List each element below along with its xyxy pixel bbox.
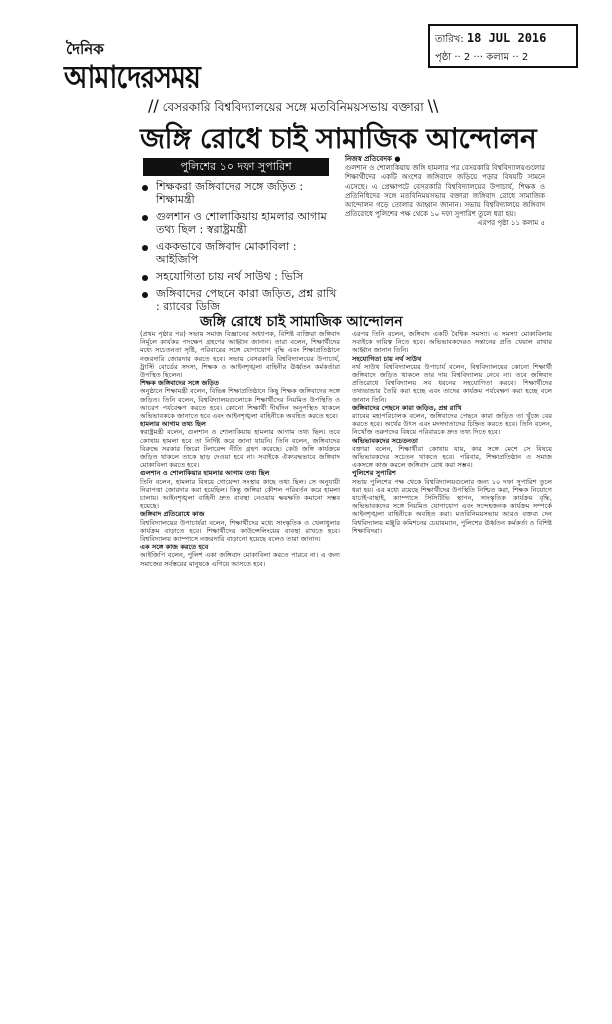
highlight-bar: পুলিশের ১০ দফা সুপারিশ [143, 158, 329, 176]
column-paragraph: এরপর তিনি বলেন, জঙ্গিবাদ একটি বৈশ্বিক সমস্যা। এ সমস্যা মোকাবিলায় সবাইকে দায়িত্ব নিতে হবে। অভিভাবকদেরও সন্তানের প্রতি খেয়াল রাখার আহ্বান জানান তিনি। [352, 330, 552, 355]
stamp-date-row: তারিখ: 18 JUL 2016 [435, 31, 547, 45]
bullet-text: এককভাবে জঙ্গিবাদ মোকাবিলা : আইজিপি [156, 240, 297, 266]
column-subheading: পুলিশের সুপারিশ [352, 469, 396, 478]
column-paragraph: (প্রথম পৃষ্ঠার পর) সভায় সমাজ বিজ্ঞানের অধ্যাপক, বিশিষ্ট ব্যক্তিরা জঙ্গিবাদ নির্মূলে কার্যকর পদক্ষেপ গ্রহণের আহ্বান জানান। তারা বলেন, শিক্ষার্থীদের মধ্যে সচেতনতা সৃষ্টি, পরিবারের সঙ্গে যোগাযোগ বৃদ্ধি এবং শিক্ষাপ্রতিষ্ঠানে নজরদারি জোরদার করতে হবে। সভায় বেসরকারি বিশ্ববিদ্যালয়ের উপাচার্য, ট্রাস্টি বোর্ডের সদস্য, শিক্ষক ও আইনশৃঙ্খলা বাহিনীর ঊর্ধ্বতন কর্মকর্তারা উপস্থিত ছিলেন। [140, 330, 340, 380]
bullet-text: জঙ্গিবাদের পেছনে কারা জড়িত, প্রশ্ন রাখি : র‌্যাবের ডিজি [156, 287, 337, 313]
column-paragraph: স্বরাষ্ট্রমন্ত্রী বলেন, গুলশান ও শোলাকিয়ায় হামলার আগাম তথ্য ছিল। তবে কোথায় হামলা হবে তা নির্দিষ্ট করে জানা যায়নি। তিনি বলেন, জঙ্গিবাদের বিরুদ্ধে সরকার জিরো টলারেন্স নীতি গ্রহণ করেছে। কেউ জঙ্গি কার্যক্রমে জড়িত থাকলে তাকে ছাড় দেওয়া হবে না। সবাইকে ঐক্যবদ্ধভাবে জঙ্গিবাদ মোকাবিলা করতে হবে। [140, 428, 340, 470]
section-headline: জঙ্গি রোধে চাই সামাজিক আন্দোলন [200, 314, 403, 330]
column-paragraph: নর্থ সাউথ বিশ্ববিদ্যালয়ের উপাচার্য বলেন, বিশ্ববিদ্যালয়ের কোনো শিক্ষার্থী জঙ্গিবাদে জড়িত থাকলে তার দায় বিশ্ববিদ্যালয় নেবে না। তবে জঙ্গিবাদ প্রতিরোধে বিশ্ববিদ্যালয় সব ধরনের সহযোগিতা করবে। শিক্ষার্থীদের তথ্যভান্ডার তৈরি করা হচ্ছে এবং তাদের কার্যক্রম পর্যবেক্ষণ করা হচ্ছে বলে জানান তিনি। [352, 362, 552, 404]
column-paragraph: আইজিপি বলেন, পুলিশ একা জঙ্গিবাদ মোকাবিলা করতে পারবে না। এ জন্য সমাজের সর্বস্তরের মানুষকে এগিয়ে আসতে হবে। [140, 551, 340, 568]
stamp-page-value: 2 [463, 52, 471, 63]
masthead-prefix: দৈনিক [66, 40, 104, 58]
bullet-item [142, 210, 342, 236]
backslash-decoration-icon: \\ [427, 96, 439, 115]
article-headline: জঙ্গি রোধে চাই সামাজিক আন্দোলন [140, 122, 537, 155]
bullet-item [142, 240, 342, 266]
column-subheading: শিক্ষক জঙ্গিবাদের সঙ্গে জড়িত [140, 379, 219, 388]
stamp-date-label: তারিখ [435, 34, 461, 45]
stamp-page-row: পৃষ্ঠা ·· 2 ··· কলাম ·· 2 [435, 52, 529, 63]
continuation-note: এরপর পৃষ্ঠা ১১ কলাম ৫ [477, 219, 545, 228]
lead-paragraph [345, 155, 545, 229]
column-paragraph: সভায় পুলিশের পক্ষ থেকে বিশ্ববিদ্যালয়গুলোর জন্য ১০ দফা সুপারিশ তুলে ধরা হয়। এর মধ্যে রয়েছে শিক্ষার্থীদের উপস্থিতি নিশ্চিত করা, শিক্ষক নিয়োগে যাচাই-বাছাই, ক্যাম্পাসে সিসিটিভি স্থাপন, সাংস্কৃতিক কার্যক্রম বৃদ্ধি, অভিভাবকদের সঙ্গে নিয়মিত যোগাযোগ এবং সন্দেহজনক কার্যক্রম সম্পর্কে আইনশৃঙ্খলা বাহিনীকে অবহিত করা। মতবিনিময়সভায় আরও বক্তব্য দেন বিশ্ববিদ্যালয় মঞ্জুরি কমিশনের চেয়ারম্যান, পুলিশের ঊর্ধ্বতন কর্মকর্তা ও বিশিষ্ট শিক্ষাবিদরা। [352, 477, 552, 535]
body-column-2 [352, 330, 552, 895]
bullet-icon [142, 185, 148, 191]
column-subheading: অভিভাবকদের সচেতনতা [352, 436, 418, 445]
column-paragraph: র‌্যাবের মহাপরিচালক বলেন, জঙ্গিবাদের পেছনে কারা জড়িত তা খুঁজে বের করতে হবে। অর্থের উৎস এবং মদদদাতাদের চিহ্নিত করতে হবে। তিনি বলেন, নিখোঁজ তরুণদের বিষয়ে পরিবারকে দ্রুত তথ্য দিতে হবে। [352, 412, 552, 437]
column-paragraph: বক্তারা বলেন, শিক্ষার্থীরা কোথায় যায়, কার সঙ্গে মেশে সে বিষয়ে অভিভাবকদের সচেতন থাকতে হবে। পরিবার, শিক্ষাপ্রতিষ্ঠান ও সমাজ একসঙ্গে কাজ করলে জঙ্গিবাদ রোধ করা সম্ভব। [352, 444, 552, 470]
kicker-text: বেসরকারি বিশ্ববিদ্যালয়ের সঙ্গে মতবিনিময়সভায় বক্তারা [162, 100, 424, 114]
column-subheading: জঙ্গিবাদের পেছনে কারা জড়িত, প্রশ্ন রাখি [352, 403, 462, 412]
bullet-icon [142, 215, 148, 221]
column-paragraph: অনুষ্ঠানে শিক্ষামন্ত্রী বলেন, বিভিন্ন শিক্ষাপ্রতিষ্ঠানে কিছু শিক্ষক জঙ্গিবাদের সঙ্গে জড়িত। তিনি বলেন, বিশ্ববিদ্যালয়গুলোকে শিক্ষার্থীদের নিয়মিত উপস্থিতি ও আচরণ পর্যবেক্ষণ করতে হবে। কোনো শিক্ষার্থী দীর্ঘদিন অনুপস্থিত থাকলে অভিভাবককে জানাতে হবে এবং আইনশৃঙ্খলা বাহিনীকে অবহিত করতে হবে। [140, 387, 340, 421]
stamp-date-value: 18 JUL 2016 [466, 31, 547, 45]
column-subheading: হামলার আগাম তথ্য ছিল [140, 420, 206, 429]
bullet-text: সহযোগিতা চায় নর্থ সাউথ : ভিসি [156, 270, 304, 283]
bullet-icon [142, 292, 148, 298]
lead-text: গুলশান ও শোলাকিয়ায় জঙ্গি হামলার পর বেসরকারি বিশ্ববিদ্যালয়গুলোর শিক্ষার্থীদের একটি অংশের জঙ্গিবাদে জড়িয়ে পড়ার বিষয়টি সামনে এসেছে। এ প্রেক্ষাপটে বেসরকারি বিশ্ববিদ্যালয়ের উপাচার্য, শিক্ষক ও প্রতিনিধিদের সঙ্গে মতবিনিময়সভায় বক্তারা জঙ্গিবাদ রোধে সামাজিক আন্দোলন গড়ে তোলার আহ্বান জানান। সভায় বিশ্ববিদ্যালয়ে জঙ্গিবাদ প্রতিরোধে পুলিশের পক্ষ থেকে ১০ দফা সুপারিশ তুলে ধরা হয়। [345, 164, 545, 219]
date-stamp [428, 24, 578, 68]
stamp-page-label: পৃষ্ঠা [435, 52, 452, 63]
stamp-column-value: 2 [521, 52, 529, 63]
masthead-logo: আমাদেরসময় [64, 59, 200, 96]
bullet-text: শিক্ষকরা জঙ্গিবাদের সঙ্গে জড়িত : শিক্ষামন্ত্রী [156, 180, 304, 206]
column-paragraph: তিনি বলেন, হামলার বিষয়ে গোয়েন্দা সংস্থার কাছে তথ্য ছিল। সে অনুযায়ী নিরাপত্তা জোরদার করা হয়েছিল। কিন্তু জঙ্গিরা কৌশল পরিবর্তন করে হামলা চালায়। আইনশৃঙ্খলা বাহিনী দ্রুত ব্যবস্থা নেওয়ায় ক্ষয়ক্ষতি কমানো সম্ভব হয়েছে। [140, 477, 340, 511]
column-paragraph: বিশ্ববিদ্যালয়ের উপাচার্যরা বলেন, শিক্ষার্থীদের মধ্যে সাংস্কৃতিক ও খেলাধুলার কার্যক্রম বাড়াতে হবে। শিক্ষার্থীদের কাউন্সেলিংয়ের ব্যবস্থা রাখতে হবে। বিশ্ববিদ্যালয় ক্যাম্পাসে নজরদারি বাড়ানো হয়েছে বলেও তারা জানান। [140, 518, 340, 544]
column-subheading: জঙ্গিবাদ প্রতিরোধে কাজ [140, 510, 205, 519]
column-subheading: এক সঙ্গে কাজ করতে হবে [140, 543, 209, 552]
bullet-icon [142, 275, 148, 281]
byline: নিজস্ব প্রতিবেদক ● [345, 155, 401, 163]
bullet-list [142, 180, 342, 317]
column-subheading: গুলশান ও শোলাকিয়ার হামলার আগাম তথ্য ছিল [140, 469, 270, 478]
article-kicker [148, 96, 488, 119]
bullet-item [142, 270, 342, 283]
slash-decoration-icon: // [148, 96, 159, 115]
column-subheading: সহযোগিতা চায় নর্থ সাউথ [352, 354, 422, 363]
bullet-text: গুলশান ও শোলাকিয়ায় হামলার আগাম তথ্য ছিল : স্বরাষ্ট্রমন্ত্রী [156, 210, 327, 236]
bullet-icon [142, 245, 148, 251]
body-column-1 [140, 330, 340, 910]
stamp-column-label: কলাম [486, 52, 510, 63]
bullet-item [142, 180, 342, 206]
